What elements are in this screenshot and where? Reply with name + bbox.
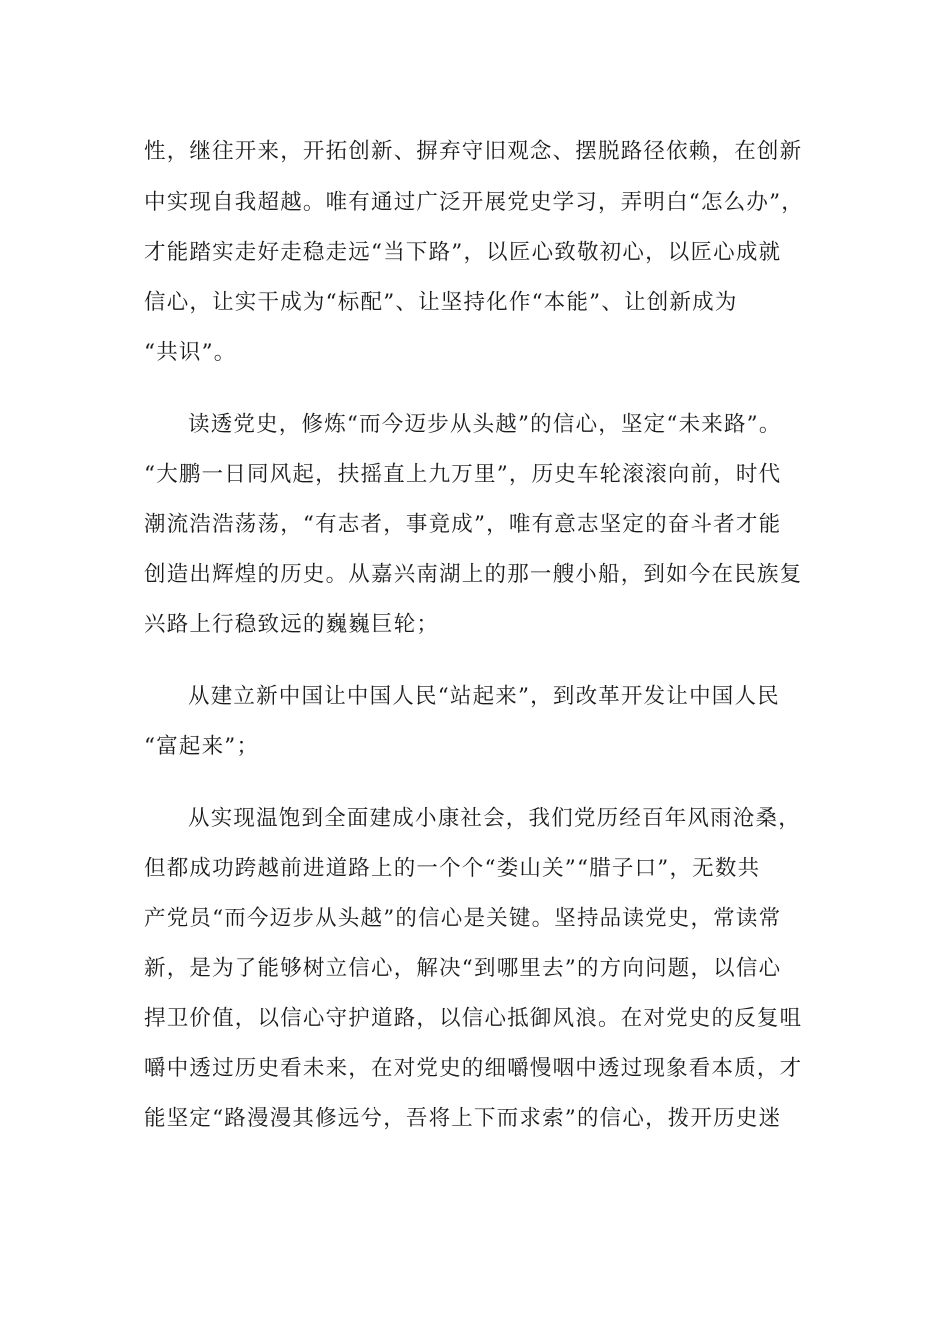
paragraph-2-line-2: “大鹏一日同风起，扶摇直上九万里”，历史车轮滚滚向前，时代 <box>144 462 782 487</box>
paragraph-1-line-1: 性，继往开来，开拓创新、摒弃守旧观念、摆脱路径依赖，在创新 <box>144 139 803 164</box>
paragraph-2-line-5: 兴路上行稳致远的巍巍巨轮； <box>144 612 440 637</box>
paragraph-4-line-5: 捍卫价值，以信心守护道路，以信心抵御风浪。在对党史的反复咀 <box>144 1006 803 1031</box>
paragraph-2-line-4: 创造出辉煌的历史。从嘉兴南湖上的那一艘小船，到如今在民族复 <box>144 562 803 587</box>
paragraph-1-line-5: “共识”。 <box>144 340 237 365</box>
paragraph-1-line-3: 才能踏实走好走稳走远“当下路”，以匠心致敬初心，以匠心成就 <box>144 240 782 265</box>
paragraph-2-line-3: 潮流浩浩荡荡，“有志者，事竟成”，唯有意志坚定的奋斗者才能 <box>144 512 782 537</box>
paragraph-4-line-2: 但都成功跨越前进道路上的一个个“娄山关”“腊子口”，无数共 <box>144 856 761 881</box>
paragraph-3-line-2: “富起来”； <box>144 734 260 759</box>
paragraph-1-line-4: 信心，让实干成为“标配”、让坚持化作“本能”、让创新成为 <box>144 290 738 315</box>
paragraph-2-line-1: 读透党史，修炼“而今迈步从头越”的信心，坚定“未来路”。 <box>188 412 782 437</box>
paragraph-4-line-4: 新，是为了能够树立信心，解决“到哪里去”的方向问题，以信心 <box>144 956 782 981</box>
paragraph-4-line-1: 从实现温饱到全面建成小康社会，我们党历经百年风雨沧桑， <box>188 806 801 831</box>
paragraph-4-line-6: 嚼中透过历史看未来，在对党史的细嚼慢咽中透过现象看本质，才 <box>144 1056 803 1081</box>
paragraph-3-line-1: 从建立新中国让中国人民“站起来”，到改革开发让中国人民 <box>188 684 780 709</box>
paragraph-1-line-2: 中实现自我超越。唯有通过广泛开展党史学习，弄明白“怎么办”， <box>144 190 804 215</box>
paragraph-4-line-3: 产党员“而今迈步从头越”的信心是关键。坚持品读党史，常读常 <box>144 906 782 931</box>
paragraph-4-line-7: 能坚定“路漫漫其修远兮，吾将上下而求索”的信心，拨开历史迷 <box>144 1106 782 1131</box>
